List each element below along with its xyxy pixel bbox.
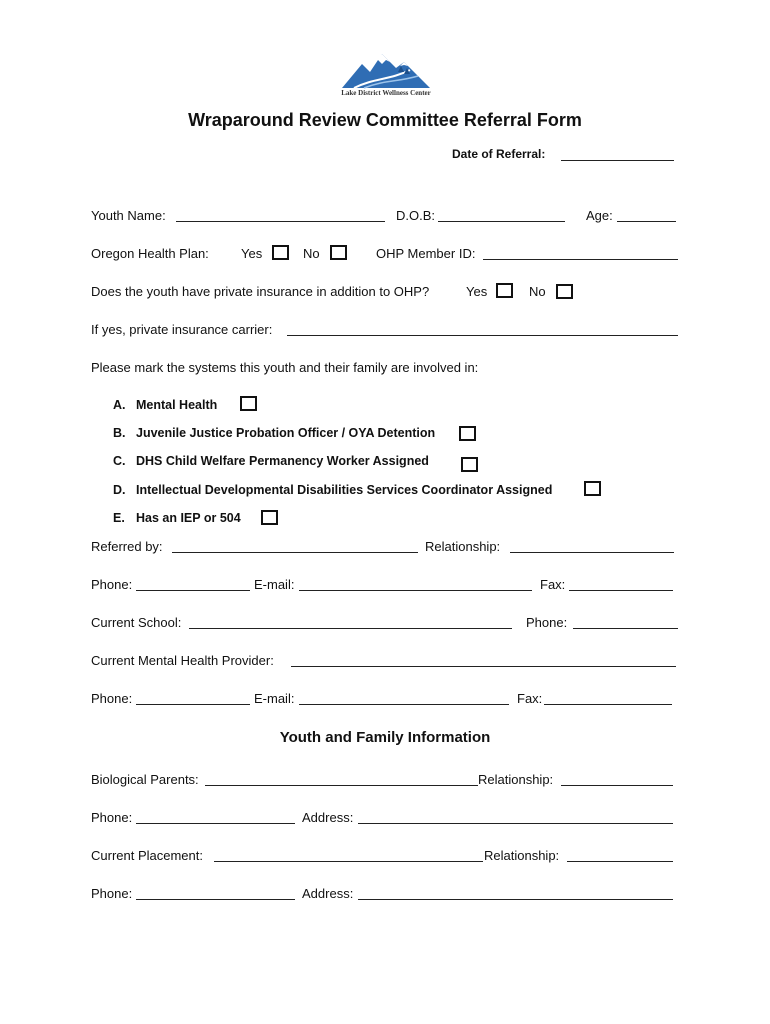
placement-address-label: Address: — [302, 886, 354, 901]
private-carrier-field[interactable] — [287, 335, 678, 336]
system-checkbox-e[interactable] — [261, 510, 278, 525]
provider-fax-label: Fax: — [517, 691, 543, 706]
date-of-referral-label: Date of Referral: — [452, 147, 546, 161]
current-school-field[interactable] — [189, 628, 512, 629]
current-placement-field[interactable] — [214, 861, 483, 862]
system-checkbox-a[interactable] — [240, 396, 257, 411]
system-text-b: Juvenile Justice Probation Officer / OYA Detention — [136, 426, 436, 440]
youth-family-heading: Youth and Family Information — [279, 729, 491, 746]
placement-relationship-label: Relationship: — [484, 848, 560, 863]
system-letter-d: D. — [113, 483, 126, 497]
current-school-label: Current School: — [91, 615, 182, 630]
private-no-label: No — [529, 284, 546, 299]
logo — [334, 50, 438, 98]
provider-fax-field[interactable] — [544, 704, 672, 705]
referrer-fax-label: Fax: — [540, 577, 566, 592]
dob-label: D.O.B: — [396, 208, 436, 223]
system-letter-e: E. — [113, 511, 125, 525]
systems-prompt: Please mark the systems this youth and their family are involved in: — [91, 360, 479, 375]
placement-phone-field[interactable] — [136, 899, 295, 900]
ohp-label: Oregon Health Plan: — [91, 246, 209, 261]
system-text-a: Mental Health — [136, 398, 218, 412]
referrer-relationship-label: Relationship: — [425, 539, 501, 554]
page-title: Wraparound Review Committee Referral Form — [188, 110, 582, 130]
referred-by-field[interactable] — [172, 552, 418, 553]
date-of-referral-field[interactable] — [561, 160, 674, 161]
referrer-email-field[interactable] — [299, 590, 532, 591]
referrer-relationship-field[interactable] — [510, 552, 674, 553]
provider-phone-field[interactable] — [136, 704, 250, 705]
referred-by-label: Referred by: — [91, 539, 163, 554]
system-checkbox-d[interactable] — [584, 481, 601, 496]
parents-address-label: Address: — [302, 810, 354, 825]
age-field[interactable] — [617, 221, 676, 222]
system-letter-c: C. — [113, 454, 126, 468]
referrer-phone-label: Phone: — [91, 577, 133, 592]
current-mh-provider-label: Current Mental Health Provider: — [91, 653, 274, 668]
ohp-yes-checkbox[interactable] — [272, 245, 289, 260]
parents-address-field[interactable] — [358, 823, 673, 824]
ohp-member-id-field[interactable] — [483, 259, 678, 260]
mountain-logo-icon — [334, 50, 438, 90]
private-carrier-label: If yes, private insurance carrier: — [91, 322, 273, 337]
provider-email-field[interactable] — [299, 704, 509, 705]
placement-phone-label: Phone: — [91, 886, 133, 901]
provider-phone-label: Phone: — [91, 691, 133, 706]
system-text-c: DHS Child Welfare Permanency Worker Assigned — [136, 454, 429, 468]
bio-parents-relationship-field[interactable] — [561, 785, 673, 786]
referrer-phone-field[interactable] — [136, 590, 250, 591]
referrer-email-label: E-mail: — [254, 577, 295, 592]
school-phone-label: Phone: — [526, 615, 568, 630]
system-letter-b: B. — [113, 426, 126, 440]
current-placement-label: Current Placement: — [91, 848, 203, 863]
system-letter-a: A. — [113, 398, 126, 412]
bio-parents-label: Biological Parents: — [91, 772, 199, 787]
current-mh-provider-field[interactable] — [291, 666, 676, 667]
private-yes-checkbox[interactable] — [496, 283, 513, 298]
provider-email-label: E-mail: — [254, 691, 295, 706]
system-text-e: Has an IEP or 504 — [136, 511, 241, 525]
placement-relationship-field[interactable] — [567, 861, 673, 862]
parents-phone-field[interactable] — [136, 823, 295, 824]
referrer-fax-field[interactable] — [569, 590, 673, 591]
youth-name-field[interactable] — [176, 221, 385, 222]
system-checkbox-c[interactable] — [461, 457, 478, 472]
bio-parents-relationship-label: Relationship: — [478, 772, 554, 787]
logo-org-name: Lake District Wellness Center — [341, 89, 431, 97]
youth-name-label: Youth Name: — [91, 208, 166, 223]
ohp-no-label: No — [303, 246, 320, 261]
placement-address-field[interactable] — [358, 899, 673, 900]
ohp-no-checkbox[interactable] — [330, 245, 347, 260]
ohp-yes-label: Yes — [241, 246, 263, 261]
bio-parents-field[interactable] — [205, 785, 478, 786]
dob-field[interactable] — [438, 221, 565, 222]
system-text-d: Intellectual Developmental Disabilities Services Coordinator Assigned — [136, 483, 553, 497]
private-insurance-question: Does the youth have private insurance in addition to OHP? — [91, 284, 430, 299]
parents-phone-label: Phone: — [91, 810, 133, 825]
age-label: Age: — [586, 208, 613, 223]
private-yes-label: Yes — [466, 284, 488, 299]
private-no-checkbox[interactable] — [556, 284, 573, 299]
ohp-member-id-label: OHP Member ID: — [376, 246, 476, 261]
school-phone-field[interactable] — [573, 628, 678, 629]
system-checkbox-b[interactable] — [459, 426, 476, 441]
